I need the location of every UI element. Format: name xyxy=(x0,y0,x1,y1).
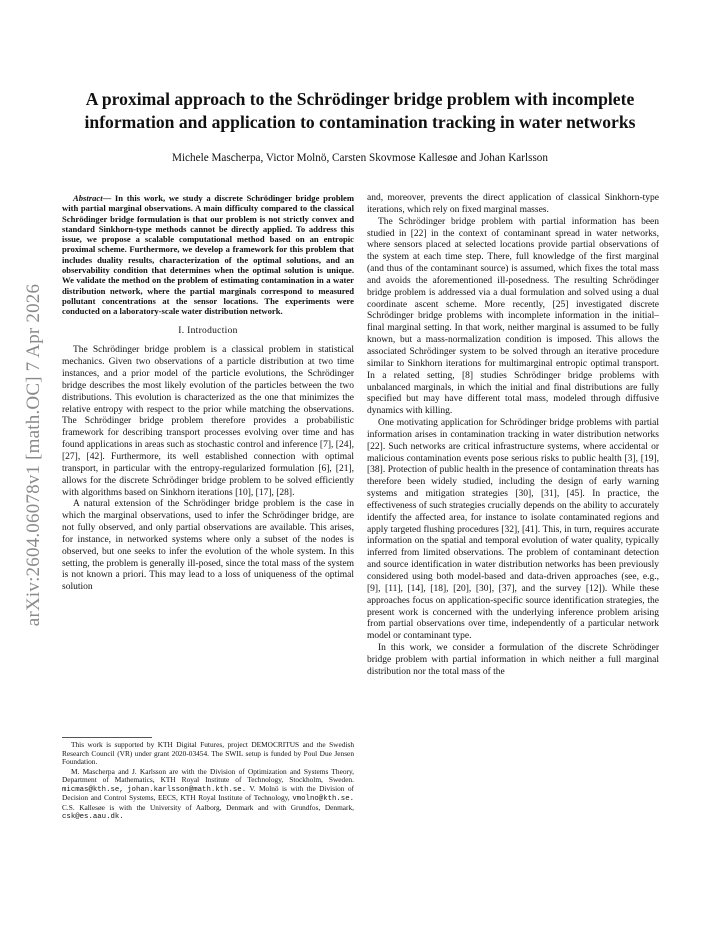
abstract xyxy=(62,193,354,317)
author-list: Michele Mascherpa, Victor Molnö, Carsten Skovmose Kallesøe and Johan Karlsson xyxy=(172,152,548,164)
body-paragraph: In this work, we consider a formulation of the discrete Schrödinger bridge problem with partial information in which neither a full marginal distribution nor the total mass of the xyxy=(367,643,659,677)
email-link[interactable]: vmolno@kth.se. xyxy=(292,795,355,804)
email-link[interactable]: csk@es.aau.dk. xyxy=(62,813,124,822)
footnote-affiliation-3: C.S. Kallesøe is with the University of Aalborg, Denmark and with Grundfos, Denmark, xyxy=(62,802,354,812)
abstract-lead: Abstract xyxy=(73,193,103,203)
arxiv-identifier: arXiv:2604.06078v1 [math.OC] 7 Apr 2026 xyxy=(23,283,44,627)
footnote-divider xyxy=(62,737,152,738)
footnote-affiliations xyxy=(62,768,354,822)
section-heading: I. Introduction xyxy=(178,325,238,336)
footnote-affiliation-2: V. Molnö is with the Division of Decision and Control Systems, EECS, KTH Royal Institute of Technology, xyxy=(62,783,354,803)
email-link[interactable]: micmas@kth.se, xyxy=(62,785,124,794)
footnote-affiliation-1: M. Mascherpa and J. Karlsson are with the Division of Optimization and Systems Theory, Department of Mathematics, KTH Royal Institute of Technology, Stockholm, Sweden. xyxy=(62,766,354,785)
body-paragraph: and, moreover, prevents the direct application of classical Sinkhorn-type iterations, which rely on fixed marginal masses. xyxy=(367,193,659,215)
body-paragraph: A natural extension of the Schrödinger bridge problem is the case in which the marginal observations, used to infer the Schrödinger bridge, are not fully observed, and only partial observations are available. This arises, for instance, in networked systems where only a subset of the nodes is observed, but one seeks to infer the evolution of the whole system. In this setting, the problem is generally ill-posed, since the total mass of the system is not known a priori. This may lead to a loss of uniqueness of the optimal solution xyxy=(62,499,354,593)
footnotes xyxy=(62,737,354,823)
body-paragraph: The Schrödinger bridge problem is a classical problem in statistical mechanics. Given two observations of a particle distribution at two time instances, and a prior model of the particle evolutions, the Schrödinger bridge describes the most likely evolution of the particles between the two distributions. This evolution is characterized as the one that minimizes the relative entropy with respect to the prior while matching the observations. The Schrödinger bridge problem therefore provides a probabilistic framework for describing transport processes evolving over time and has found applications in areas such as stochastic control and inference [7], [24], [27], [42]. Furthermore, its well established connection with optimal transport, in particular with the entropy-regularized formulation [6], [21], allows for the discrete Schrödinger bridge problem to be solved efficiently with algorithms based on Sinkhorn iterations [10], [17], [28]. xyxy=(62,345,354,498)
body-paragraph: One motivating application for Schrödinger bridge problems with partial information arises in contamination tracking in water distribution networks [22]. Such networks are critical infrastructure systems, where accidental or malicious contamination events pose serious risks to public health [3], [19], [38]. Protection of public health in the presence of contamination threats has therefore been widely studied, including the design of early warning systems and mitigation strategies [30], [31], [45]. In practice, the effectiveness of such strategies crucially depends on the ability to accurately identify the affected area, for instance to isolate contaminated regions and apply targeted flushing procedures [32], [41]. This, in turn, requires accurate information on the spatial and temporal evolution of water quality, typically inferred from limited observations. The problem of contaminant detection and source identification in water distribution networks has been previously considered using both model-based and data-driven approaches (see, e.g., [9], [11], [14], [18], [20], [30], [37], and the survey [12]). While these approaches focus on application-specific source identification strategies, the present work is concerned with the underlying inference problem arising from partial observations over time, independently of a particular network model or contaminant type. xyxy=(367,418,659,642)
arxiv-identifier-sidebar xyxy=(14,250,54,660)
right-column xyxy=(367,193,659,679)
left-column xyxy=(62,193,354,594)
email-link[interactable]: johan.karlsson@math.kth.se. xyxy=(127,785,247,794)
abstract-text: — In this work, we study a discrete Schrödinger bridge problem with partial marginal observations. A main difficulty compared to the classical Schrödinger bridge formulation is that our problem is not strictly convex and standard Sinkhorn-type methods cannot be directly applied. To address this issue, we propose a scalable computational method based on an entropic proximal scheme. Furthermore, we develop a framework for this problem that includes duality results, characterization of the optimal solutions, and an observability condition that determines when the optimal solution is unique. We validate the method on the problem of estimating contamination in a water distribution network, where the partial marginals correspond to measured pollutant concentrations at the sensor locations. The experiments were conducted on a laboratory-scale water distribution network. xyxy=(62,193,354,317)
body-paragraph: The Schrödinger bridge problem with partial information has been studied in [22] in the context of contaminant spread in water networks, where sensors placed at selected locations provide partial observations of the system at each time step. There, full knowledge of the first marginal (and thus of the contaminant source) is assumed, which fixes the total mass and avoids the aforementioned ill-posedness. The resulting Schrödinger bridge problem is addressed via a dual formulation and solved using a dual coordinate ascent scheme. More recently, [25] investigated discrete Schrödinger bridge problems with incomplete information in the initial–final marginal setting. In that work, neither marginal is assumed to be fully known, but a mass-normalization condition is imposed. This allows the associated Schrödinger system to be solved through an iterative procedure similar to Sinkhorn iterations for multimarginal entropic optimal transport. In a related setting, [8] studies Schrödinger bridge problems with unbalanced marginals, in which the initial and final distributions are fully specified but may have different total mass, modeled through diffusive dynamics with killing. xyxy=(367,216,659,417)
footnote-support: This work is supported by KTH Digital Futures, project DEMOCRITUS and the Swedish Research Council (VR) under grant 2020-03454. The SWIL setup is funded by Poul Due Jensen Foundation. xyxy=(62,740,354,767)
paper-title: A proximal approach to the Schrödinger bridge problem with incomplete information and application to contamination tracking in water networks xyxy=(84,89,636,132)
